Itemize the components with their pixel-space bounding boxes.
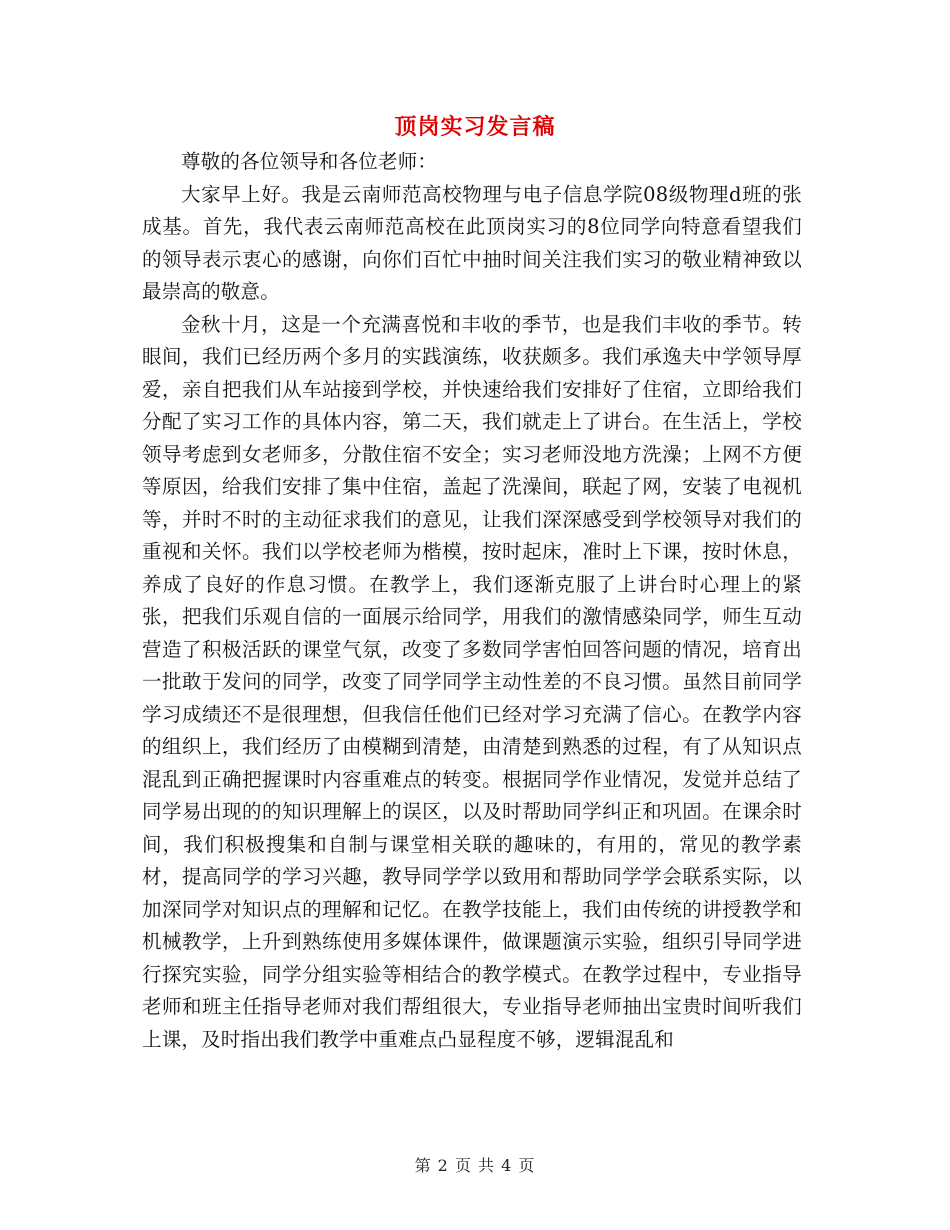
page-footer: 第 2 页 共 4 页 [414,1156,536,1175]
paragraph-2: 金秋十月，这是一个充满喜悦和丰收的季节，也是我们丰收的季节。转眼间，我们已经历两个多月的实践演练，收获颇多。我们承逸夫中学领导厚爱，亲自把我们从车站接到学校，并快速给我们安排好了住宿，立即给我们分配了实习工作的具体内容，第二天，我们就走上了讲台。在生活上，学校领导考虑到女老师多，分散住宿不安全；实习老师没地方洗澡；上网不方便等原因，给我们安排了集中住宿，盖起了洗澡间，联起了网，安装了电视机等，并时不时的主动征求我们的意见，让我们深深感受到学校领导对我们的重视和关怀。我们以学校老师为楷模，按时起床，准时上下课，按时休息，养成了良好的作息习惯。在教学上，我们逐渐克服了上讲台时心理上的紧张，把我们乐观自信的一面展示给同学，用我们的激情感染同学，师生互动营造了积极活跃的课堂气氛，改变了多数同学害怕回答问题的情况，培育出一批敢于发问的同学，改变了同学同学主动性差的不良习惯。虽然目前同学学习成绩还不是很理想，但我信任他们已经对学习充满了信心。在教学内容的组织上，我们经历了由模糊到清楚，由清楚到熟悉的过程，有了从知识点混乱到正确把握课时内容重难点的转变。根据同学作业情况，发觉并总结了同学易出现的的知识理解上的误区，以及时帮助同学纠正和巩固。在课余时间，我们积极搜集和自制与课堂相关联的趣味的，有用的，常见的教学素材，提高同学的学习兴趣，教导同学学以致用和帮助同学学会联系实际，以加深同学对知识点的理解和记忆。在教学技能上，我们由传统的讲授教学和机械教学，上升到熟练使用多媒体课件，做课题演示实验，组织引导同学进行探究实验，同学分组实验等相结合的教学模式。在教学过程中，专业指导老师和班主任指导老师对我们帮组很大，专业指导老师抽出宝贵时间听我们上课，及时指出我们教学中重难点凸显程度不够，逻辑混乱和 [142,312,802,1051]
document-title: 顶岗实习发言稿 [394,115,556,140]
paragraph-1: 大家早上好。我是云南师范高校物理与电子信息学院08级物理d班的张成基。首先，我代表云南师范高校在此顶岗实习的8位同学向特意看望我们的领导表示衷心的感谢，向你们百忙中抽时间关注我们实习的敬业精神致以最崇高的敬意。 [142,182,802,303]
salutation: 尊敬的各位领导和各位老师： [181,150,438,173]
document-body [142,146,802,1056]
